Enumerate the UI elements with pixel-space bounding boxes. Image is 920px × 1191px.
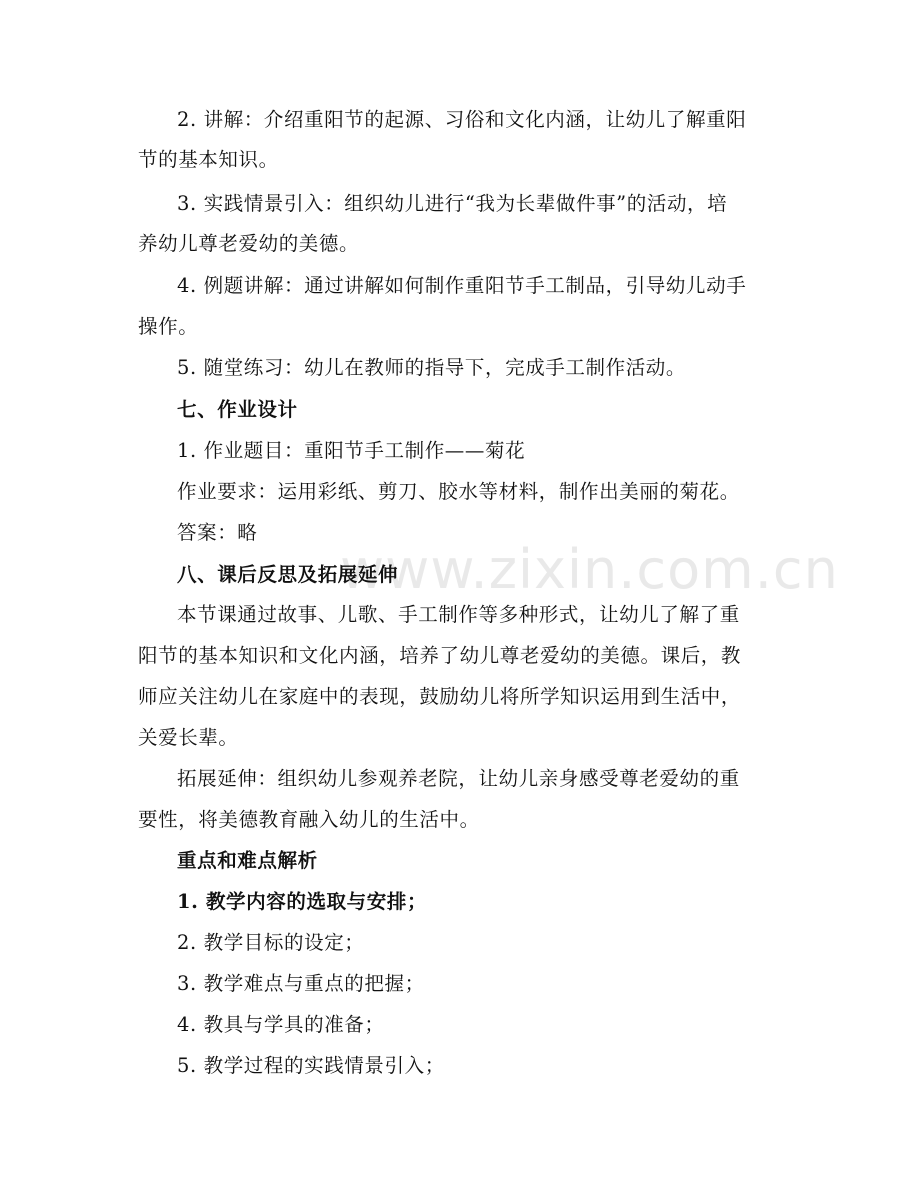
section-heading: 七、作业设计 [177, 398, 298, 421]
paragraph-line: 操作。 [138, 315, 199, 338]
section-heading: 八、课后反思及拓展延伸 [177, 563, 399, 586]
paragraph-line: 1. 作业题目：重阳节手工制作——菊花 [177, 439, 526, 462]
paragraph-line: 4. 例题讲解：通过讲解如何制作重阳节手工制品，引导幼儿动手 [177, 274, 747, 297]
paragraph-line: 作业要求：运用彩纸、剪刀、胶水等材料，制作出美丽的菊花。 [177, 480, 740, 503]
paragraph-line: 师应关注幼儿在家庭中的表现，鼓励幼儿将所学知识运用到生活中， [138, 685, 742, 708]
paragraph-line: 阳节的基本知识和文化内涵，培养了幼儿尊老爱幼的美德。课后，教 [138, 644, 742, 667]
list-item: 3. 教学难点与重点的把握； [177, 972, 425, 995]
paragraph-line: 节的基本知识。 [138, 148, 279, 171]
list-item: 2. 教学目标的设定； [177, 931, 365, 954]
list-item: 5. 教学过程的实践情景引入； [177, 1054, 445, 1077]
paragraph-line: 答案：略 [177, 521, 258, 544]
paragraph-line: 养幼儿尊老爱幼的美德。 [138, 232, 360, 255]
paragraph-line: 5. 随堂练习：幼儿在教师的指导下，完成手工制作活动。 [177, 356, 687, 379]
paragraph-line: 要性，将美德教育融入幼儿的生活中。 [138, 808, 480, 831]
watermark-text: www.zixin.com.cn [340, 538, 839, 601]
paragraph-line: 3. 实践情景引入：组织幼儿进行“我为长辈做件事”的活动，培 [177, 192, 728, 215]
paragraph-line: 本节课通过故事、儿歌、手工制作等多种形式，让幼儿了解了重 [177, 603, 740, 626]
paragraph-line: 关爱长辈。 [138, 726, 239, 749]
section-heading: 重点和难点解析 [177, 849, 318, 872]
list-item: 4. 教具与学具的准备； [177, 1013, 385, 1036]
paragraph-line: 拓展延伸：组织幼儿参观养老院，让幼儿亲身感受尊老爱幼的重 [177, 767, 740, 790]
paragraph-line: 2. 讲解：介绍重阳节的起源、习俗和文化内涵，让幼儿了解重阳 [177, 108, 747, 131]
list-item: 1. 教学内容的选取与安排； [177, 890, 428, 913]
